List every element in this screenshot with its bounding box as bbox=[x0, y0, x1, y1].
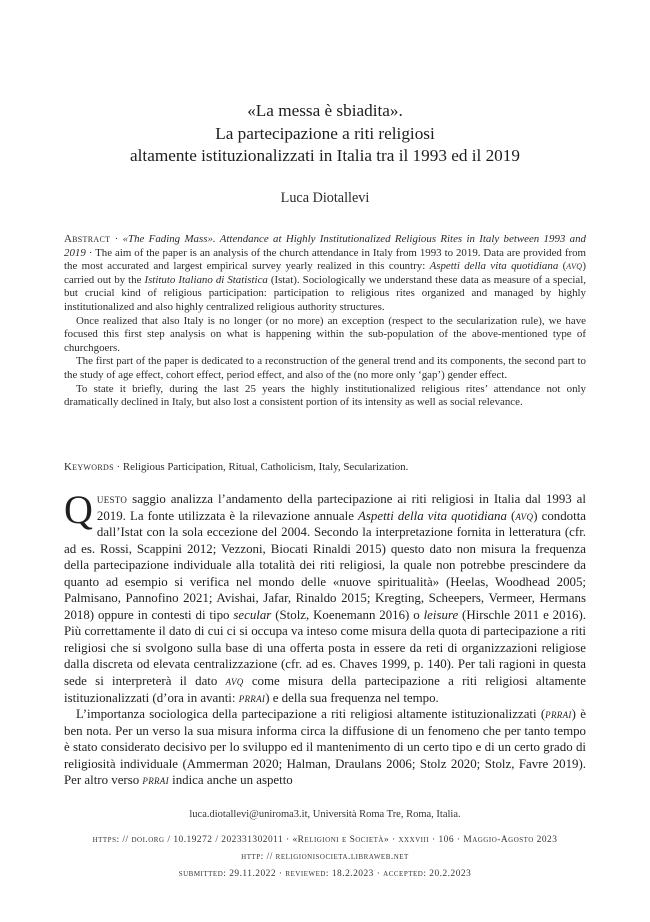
body-italic-term: leisure bbox=[423, 607, 459, 622]
abstract-paragraph-3: The first part of the paper is dedicated to a reconstruction of the general trend and its components, the second part to the study of age effect, cohort effect, period effect, and also of the (no more only ‘gap’) gender effect. bbox=[64, 355, 586, 381]
abstract-paragraph-1 bbox=[64, 233, 586, 315]
abstract-institute-name: Istituto Italiano di Statistica bbox=[144, 273, 268, 286]
abstract-acronym: avq bbox=[566, 260, 583, 273]
abstract-section bbox=[64, 233, 586, 410]
body-text-span: indica anche un aspetto bbox=[168, 773, 293, 788]
author-name: Luca Diotallevi bbox=[280, 190, 370, 206]
abstract-separator-2: · bbox=[85, 246, 96, 259]
body-acronym: avq bbox=[225, 674, 244, 689]
abstract-text: (Istat). Sociologically we understand these data as measure of a special, but crucial kind of religious participation: participation to religious rites organized and managed by highly institutionalized and also highly centralized religious authority structures. bbox=[64, 273, 586, 313]
body-text-span: ) condotta dall’Istat con la sola eccezione del 2004. Secondo la interpretazione fornita in letteratura (cfr. ad es. Rossi, Scappini 2012; Vezzoni, Biocati Rinaldi 2015) questo dato non misura la frequenza della partecipazione individuale alla totalità dei riti religiosi, la quale non potrebbe prescindere da quanto ad esempio si verifica nel mondo delle «nuove spiritualità» (Heelas, Woodhead 2005; Palmisano, Pannofino 2021; Avishai, Jafar, Rinaldo 2015; Kregting, Scheepers, Vermeer, Hermans 2018) oppure in contesti di tipo bbox=[64, 508, 586, 622]
abstract-paragraph-4: To state it briefly, during the last 25 years the highly institutionalized religious rites’ attendance not only dramatically declined in Italy, but also lost a consistent portion of its intensity as well as social relevance. bbox=[64, 382, 586, 409]
abstract-english-title: «The Fading Mass». Attendance at Highly Institutionalized Religious Rites in Italy between 1993 and 2019 bbox=[64, 233, 586, 259]
body-text-span: saggio analizza l’andamento della partecipazione ai riti religiosi in Italia dal 1993 al 2019. La fonte utilizzata è la rilevazione annuale bbox=[96, 492, 586, 523]
keywords-section bbox=[64, 461, 586, 473]
keywords-label: Keywords bbox=[64, 461, 114, 473]
body-italic-term: secular bbox=[233, 607, 272, 622]
body-text-span: ( bbox=[506, 508, 516, 523]
keywords-text: Religious Participation, Ritual, Catholicism, Italy, Secularization. bbox=[122, 461, 409, 473]
abstract-text: The aim of the paper is an analysis of the church attendance in Italy from 1993 to 2019. Data are provided from the most accurated and largest empirical survey yearly realized in this country: bbox=[64, 246, 586, 273]
footer-dates: submitted: 29.11.2022 · reviewed: 18.2.2023 · accepted: 20.2.2023 bbox=[178, 869, 472, 879]
body-survey-name: Aspetti della vita quotidiana bbox=[358, 508, 507, 523]
body-text bbox=[64, 487, 586, 789]
title-line-1: «La messa è sbiadita». bbox=[247, 101, 403, 120]
body-text-span: L’importanza sociologica della partecipazione a riti religiosi altamente istituzionalizzati ( bbox=[76, 707, 546, 722]
footer-website: http: // religionisocieta.libraweb.net bbox=[241, 852, 409, 862]
body-acronym: prrai bbox=[238, 690, 266, 705]
abstract-text: ( bbox=[558, 260, 567, 273]
keywords-separator: · bbox=[113, 461, 123, 473]
abstract-separator: · bbox=[110, 233, 123, 245]
body-paragraph-1 bbox=[64, 487, 586, 706]
body-text-span: (Stolz, Koenemann 2016) o bbox=[271, 607, 424, 622]
body-text-span: come misura della partecipazione a riti religiosi altamente istituzionalizzati (d’ora in avanti: bbox=[64, 674, 586, 705]
abstract-paragraph-2: Once realized that also Italy is no longer (or no more) an exception (respect to the secularization rule), we have focused this first step analysis on what is happening within the sub-population of the above-mentioned type of churchgoers. bbox=[64, 314, 586, 354]
drop-cap: Q bbox=[64, 487, 93, 532]
article-title bbox=[40, 100, 610, 168]
title-line-2: La partecipazione a riti religiosi bbox=[215, 123, 435, 143]
title-line-3: altamente istituzionalizzati in Italia tra il 1993 ed il 2019 bbox=[130, 146, 520, 165]
body-text-span: ) è ben nota. Per un verso la sua misura informa circa la diffusione di un fenomeno che per tanto tempo è stato considerato decisivo per lo sviluppo ed il mantenimento di un certo tipo e di un certo grado di religiosità individuale (Ammerman 2020; Halman, Draulans 2006; Stolz 2020; Stolz, Favre 2019). Per altro verso bbox=[64, 707, 586, 788]
abstract-label: Abstract bbox=[64, 233, 111, 245]
body-text-span: ) e della sua frequenza nel tempo. bbox=[265, 690, 439, 705]
body-text-span: (Hirschle 2011 e 2016). Più correttamente il dato di cui ci si occupa va inteso come misura della quota di partecipazione a riti religiosi che si svolgono sulla base di una offerta posta in essere da reti di organizzazioni religiose dalla discreta od elevata centralizzazione (cfr. ad es. Chaves 1999, p. 140). Per tali ragioni in questa sede si interpreterà il dato bbox=[64, 607, 586, 689]
body-acronym: prrai bbox=[142, 773, 169, 788]
abstract-text: ) carried out by the bbox=[64, 260, 586, 286]
footer-citation: https: // doi.org / 10.19272 / 202331302011 · «Religioni e Società» · xxxviii · 106 · Maggio-Agosto 2023 bbox=[92, 835, 558, 845]
footer-author-email: luca.diotallevi@uniroma3.it, Università Roma Tre, Roma, Italia. bbox=[189, 809, 461, 820]
body-acronym: prrai bbox=[545, 707, 572, 722]
abstract-survey-name: Aspetti della vita quotidiana bbox=[429, 260, 559, 273]
body-paragraph-2 bbox=[64, 706, 586, 789]
first-word-small-caps: uesto bbox=[96, 492, 128, 506]
body-acronym: avq bbox=[515, 508, 534, 523]
